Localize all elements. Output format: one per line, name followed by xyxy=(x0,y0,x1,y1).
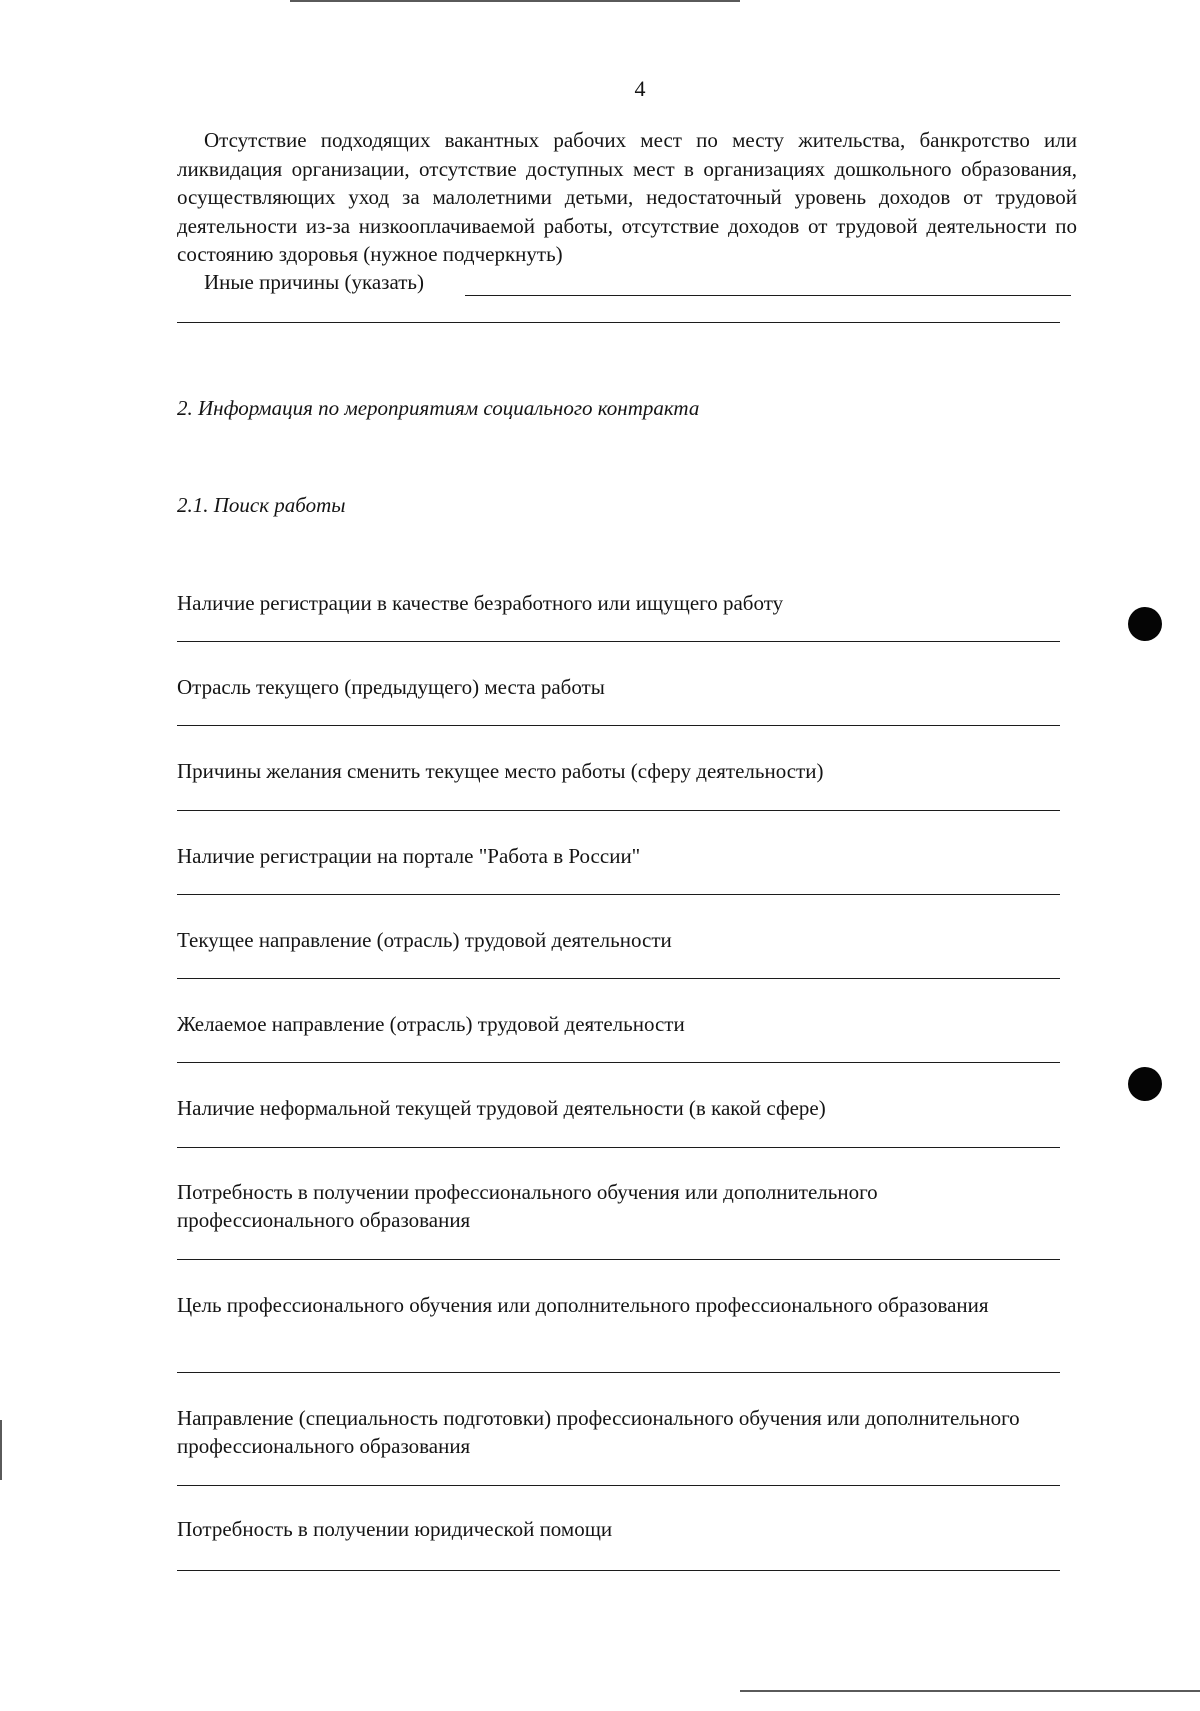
answer-field[interactable] xyxy=(177,810,1060,811)
question-label: Отрасль текущего (предыдущего) места работы xyxy=(177,675,605,699)
scan-top-edge xyxy=(290,0,740,2)
answer-field[interactable] xyxy=(177,1147,1060,1148)
question-label: Потребность в получении профессионального обучения или дополнительного профессионального образования xyxy=(177,1180,878,1232)
question-label: Желаемое направление (отрасль) трудовой деятельности xyxy=(177,1012,685,1036)
scan-left-edge-mark xyxy=(0,1420,2,1480)
scan-right-edge-mark xyxy=(740,1690,1200,1692)
other-reasons-field-continued[interactable] xyxy=(177,322,1060,323)
question-label: Цель профессионального обучения или дополнительного профессионального образования xyxy=(177,1293,989,1317)
answer-field[interactable] xyxy=(177,1372,1060,1373)
page-number: 4 xyxy=(634,76,646,101)
question-label: Потребность в получении юридической помощи xyxy=(177,1517,613,1541)
question-label: Наличие регистрации в качестве безработного или ищущего работу xyxy=(177,591,784,615)
question-label: Причины желания сменить текущее место работы (сферу деятельности) xyxy=(177,759,824,783)
answer-field[interactable] xyxy=(177,1062,1060,1063)
answer-field[interactable] xyxy=(177,978,1060,979)
punch-hole xyxy=(1128,1067,1162,1101)
answer-field[interactable] xyxy=(177,641,1060,642)
section-heading: 2. Информация по мероприятиям социального контракта xyxy=(177,396,700,420)
answer-field[interactable] xyxy=(177,725,1060,726)
answer-field[interactable] xyxy=(177,1570,1060,1571)
other-reasons-label: Иные причины (указать) xyxy=(204,270,424,294)
answer-field[interactable] xyxy=(177,1259,1060,1260)
question-label: Направление (специальность подготовки) профессионального обучения или дополнительного профессионального образования xyxy=(177,1406,1020,1458)
other-reasons-field[interactable] xyxy=(465,295,1071,296)
question-label: Текущее направление (отрасль) трудовой деятельности xyxy=(177,928,672,952)
intro-paragraph xyxy=(177,126,1077,269)
subsection-heading: 2.1. Поиск работы xyxy=(177,493,346,517)
answer-field[interactable] xyxy=(177,1485,1060,1486)
question-label: Наличие регистрации на портале "Работа в России" xyxy=(177,844,641,868)
reasons-text: Отсутствие подходящих вакантных рабочих мест по месту жительства, банкротство или ликвидация организации, отсутствие доступных мест в организациях дошкольного образования, осуществляющих уход за малолетними детьми, недостаточный уровень доходов от трудовой деятельности из-за низкооплачиваемой работы, отсутствие доходов от трудовой деятельности по состоянию здоровья (нужное подчеркнуть) xyxy=(177,128,1077,266)
punch-hole xyxy=(1128,607,1162,641)
answer-field[interactable] xyxy=(177,894,1060,895)
question-label: Наличие неформальной текущей трудовой деятельности (в какой сфере) xyxy=(177,1096,826,1120)
